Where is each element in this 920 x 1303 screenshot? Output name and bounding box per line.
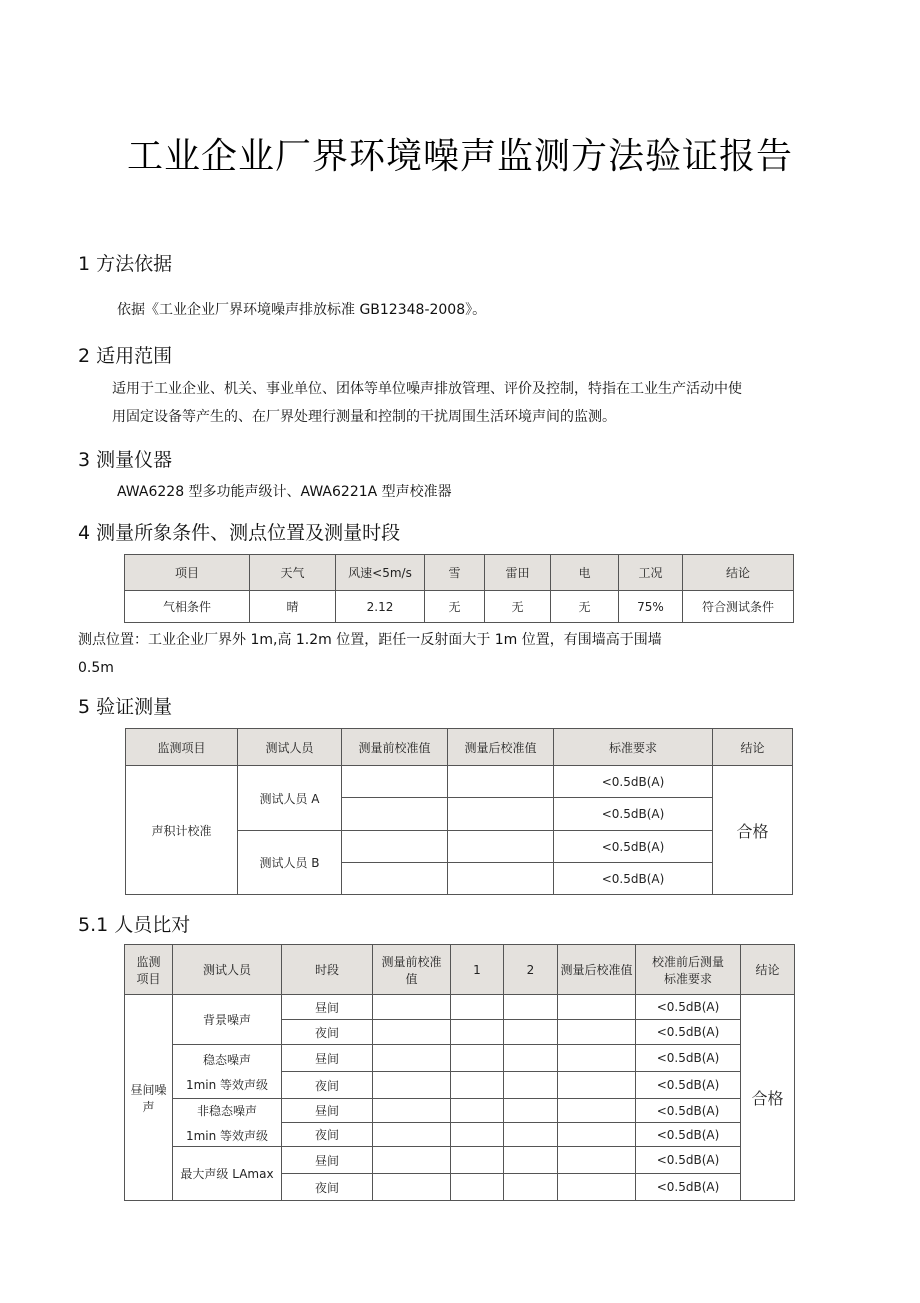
comparison-header-before [373,945,451,995]
comparison-empty-cell [451,1099,504,1123]
header-line: 标准要求 [663,971,712,986]
calibration-header-cell: 测量前校准值 [342,729,448,766]
comparison-period: 夜间 [282,1123,373,1147]
conditions-data-row [125,591,794,623]
comparison-empty-cell [451,995,504,1020]
item-line: 昼间噪 [130,1082,167,1097]
comparison-group-name [173,1045,282,1099]
comparison-row [125,1147,795,1174]
comparison-empty-cell [504,1045,558,1072]
calibration-requirement: <0.5dB(A) [554,798,713,831]
comparison-period: 昼间 [282,1147,373,1174]
conditions-header-cell: 雷田 [485,555,551,591]
comparison-header-req [636,945,741,995]
calibration-before-value [342,766,448,798]
comparison-requirement: <0.5dB(A) [636,1174,741,1201]
section-5-1-heading: 5.1 人员比对 [78,914,191,936]
conditions-header-cell: 电 [551,555,619,591]
measurement-point-note-cont: 0.5m [78,660,114,676]
calibration-before-value [342,798,448,831]
section-4-heading: 4 测量所象条件、测点位置及测量时段 [78,522,401,544]
conditions-cell: 2.12 [336,591,425,623]
calibration-person-a: 测试人员 A [238,766,342,831]
comparison-empty-cell [558,995,636,1020]
calibration-after-value [448,831,554,863]
calibration-requirement: <0.5dB(A) [554,766,713,798]
conditions-header-cell: 风速<5m/s [336,555,425,591]
calibration-conclusion: 合格 [713,766,793,895]
calibration-item-cell: 声积计校准 [126,766,238,895]
comparison-empty-cell [451,1072,504,1099]
comparison-item-cell [125,995,173,1201]
calibration-header-cell: 测量后校准值 [448,729,554,766]
comparison-period: 夜间 [282,1174,373,1201]
comparison-requirement: <0.5dB(A) [636,1045,741,1072]
conditions-header-cell: 结论 [683,555,794,591]
comparison-requirement: <0.5dB(A) [636,1147,741,1174]
section-3-text: AWA6228 型多功能声级计、AWA6221A 型声校准器 [117,484,452,500]
calibration-row [126,766,793,798]
comparison-empty-cell [373,1099,451,1123]
calibration-before-value [342,831,448,863]
comparison-header-2: 2 [504,945,558,995]
comparison-header-1: 1 [451,945,504,995]
section-5-heading: 5 验证测量 [78,696,173,718]
group-name-line: 稳态噪声 [202,1052,251,1067]
conditions-header-cell: 工况 [619,555,683,591]
document-title: 工业企业厂界环境噪声监测方法验证报告 [126,136,793,177]
comparison-period: 昼间 [282,995,373,1020]
comparison-empty-cell [451,1045,504,1072]
group-name-line: 1min 等效声级 [185,1077,269,1092]
comparison-header-after: 测量后校准值 [558,945,636,995]
comparison-requirement: <0.5dB(A) [636,1072,741,1099]
comparison-empty-cell [373,1020,451,1045]
measurement-point-note: 测点位置：工业企业厂界外 1m,高 1.2m 位置，距任一反射面大于 1m 位置，有围墙高于围墙 [78,632,662,648]
comparison-empty-cell [558,1099,636,1123]
comparison-empty-cell [558,1147,636,1174]
comparison-empty-cell [451,1020,504,1045]
comparison-requirement: <0.5dB(A) [636,1099,741,1123]
calibration-person-b: 测试人员 B [238,831,342,895]
conditions-cell: 无 [551,591,619,623]
comparison-empty-cell [373,1045,451,1072]
conditions-cell: 符合测试条件 [683,591,794,623]
item-line: 声 [142,1099,155,1114]
comparison-period: 昼间 [282,1045,373,1072]
section-2-line-2: 用固定设备等产生的、在厂界处理行测量和控制的干扰周围生活环境声间的监测。 [112,409,616,425]
comparison-empty-cell [504,1147,558,1174]
comparison-row [125,1099,795,1123]
header-line: 测量前校准 [381,954,442,969]
group-name-line: 1min 等效声级 [185,1128,269,1143]
calibration-after-value [448,798,554,831]
calibration-after-value [448,766,554,798]
conditions-header-cell: 雪 [425,555,485,591]
comparison-group-name: 背景噪声 [173,995,282,1045]
conditions-cell: 无 [425,591,485,623]
comparison-empty-cell [504,1020,558,1045]
conditions-header-cell: 天气 [250,555,336,591]
comparison-header-person: 测试人员 [173,945,282,995]
comparison-row [125,1045,795,1072]
comparison-empty-cell [504,995,558,1020]
comparison-group-name [173,1099,282,1147]
calibration-after-value [448,863,554,895]
comparison-empty-cell [504,1174,558,1201]
comparison-empty-cell [373,1147,451,1174]
comparison-empty-cell [451,1123,504,1147]
conditions-header-row [125,555,794,591]
calibration-requirement: <0.5dB(A) [554,863,713,895]
comparison-conclusion: 合格 [741,995,795,1201]
comparison-requirement: <0.5dB(A) [636,1020,741,1045]
comparison-period: 昼间 [282,1099,373,1123]
comparison-empty-cell [451,1174,504,1201]
comparison-period: 夜间 [282,1072,373,1099]
comparison-empty-cell [558,1045,636,1072]
header-line: 校准前后测量 [651,954,724,969]
section-2-line-1: 适用于工业企业、机关、事业单位、团体等单位噪声排放管理、评价及控制，特指在工业生产活动中使 [112,381,742,397]
comparison-empty-cell [504,1099,558,1123]
calibration-header-cell: 结论 [713,729,793,766]
calibration-header-cell: 标准要求 [554,729,713,766]
conditions-cell: 75% [619,591,683,623]
conditions-header-cell: 项目 [125,555,250,591]
comparison-empty-cell [558,1174,636,1201]
comparison-empty-cell [373,1123,451,1147]
section-1-heading: 1 方法依据 [78,253,173,275]
comparison-empty-cell [504,1072,558,1099]
comparison-empty-cell [373,1072,451,1099]
comparison-requirement: <0.5dB(A) [636,995,741,1020]
header-line: 值 [405,971,418,986]
calibration-before-value [342,863,448,895]
calibration-header-cell: 监测项目 [126,729,238,766]
comparison-requirement: <0.5dB(A) [636,1123,741,1147]
comparison-empty-cell [558,1020,636,1045]
comparison-group-name: 最大声级 LAmax [173,1147,282,1201]
calibration-requirement: <0.5dB(A) [554,831,713,863]
personnel-comparison-table [124,944,795,1201]
comparison-empty-cell [373,995,451,1020]
comparison-empty-cell [451,1147,504,1174]
comparison-header-conclusion: 结论 [741,945,795,995]
section-2-heading: 2 适用范围 [78,345,173,367]
section-3-heading: 3 测量仪器 [78,449,173,471]
comparison-header-period: 时段 [282,945,373,995]
conditions-cell: 无 [485,591,551,623]
conditions-cell: 晴 [250,591,336,623]
comparison-header-item [125,945,173,995]
header-line: 项目 [136,971,161,986]
comparison-empty-cell [504,1123,558,1147]
comparison-empty-cell [558,1123,636,1147]
section-1-text: 依据《工业企业厂界环境噪声排放标准 GB12348-2008》。 [117,302,487,318]
comparison-header-row [125,945,795,995]
comparison-row [125,995,795,1020]
calibration-header-row [126,729,793,766]
group-name-line: 非稳态噪声 [196,1103,257,1118]
comparison-empty-cell [558,1072,636,1099]
comparison-empty-cell [373,1174,451,1201]
conditions-cell: 气相条件 [125,591,250,623]
conditions-table [124,554,794,623]
calibration-header-cell: 测试人员 [238,729,342,766]
comparison-period: 夜间 [282,1020,373,1045]
calibration-table [125,728,793,895]
header-line: 监测 [136,954,161,969]
